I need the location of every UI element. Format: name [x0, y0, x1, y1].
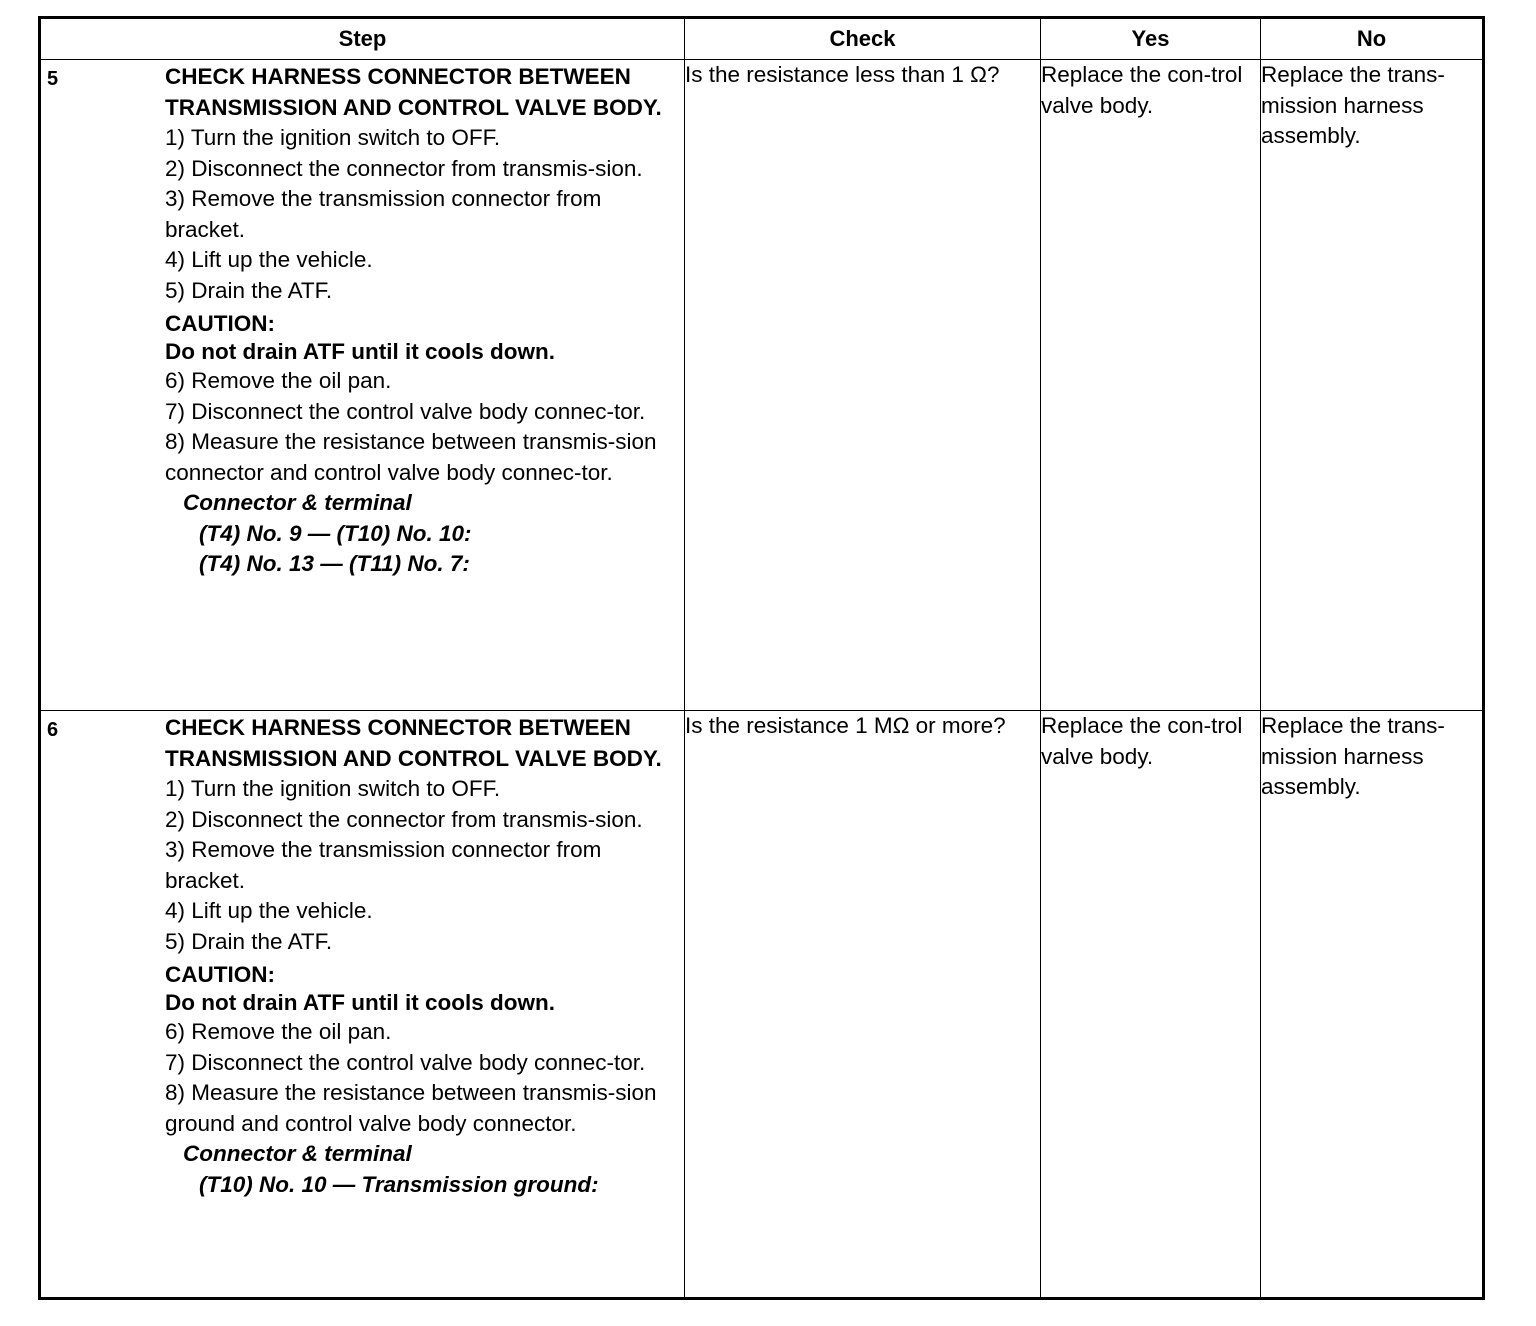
procedure-step: 2) Disconnect the connector from transmis-sion.: [165, 155, 643, 181]
check-cell: Is the resistance less than 1 Ω?: [685, 60, 1041, 711]
yes-cell: Replace the con-trol valve body.: [1041, 711, 1261, 1299]
check-cell: Is the resistance 1 MΩ or more?: [685, 711, 1041, 1299]
procedure-step: 4) Lift up the vehicle.: [165, 247, 373, 272]
procedure-step: 6) Remove the oil pan.: [165, 1019, 392, 1044]
procedure-step: 5) Drain the ATF.: [165, 277, 333, 303]
header-no: No: [1261, 18, 1484, 60]
procedure-step: 7) Disconnect the control valve body connec-tor.: [165, 1049, 646, 1075]
terminal-line: (T10) No. 10 — Transmission ground:: [199, 1171, 599, 1197]
procedure-step: 6) Remove the oil pan.: [165, 368, 392, 393]
yes-cell: Replace the con-trol valve body.: [1041, 60, 1261, 711]
procedure-step: 3) Remove the transmission connector from bracket.: [165, 837, 602, 893]
caution-label: CAUTION:: [165, 311, 275, 336]
terminal-line: (T4) No. 13 — (T11) No. 7:: [199, 551, 470, 576]
procedure-step: 1) Turn the ignition switch to OFF.: [165, 776, 501, 801]
step-number: 6: [47, 719, 59, 741]
procedure-step: 4) Lift up the vehicle.: [165, 898, 373, 923]
procedure-step: 8) Measure the resistance between transmis-sion connector and control valve body connec-tor.: [165, 429, 657, 485]
header-yes: Yes: [1041, 18, 1261, 60]
table-row: [40, 60, 1484, 711]
terminal-heading: Connector & terminal: [183, 490, 412, 515]
procedure-step: 8) Measure the resistance between transmis-sion ground and control valve body connector.: [165, 1080, 657, 1136]
procedure-step: 3) Remove the transmission connector from bracket.: [165, 186, 602, 242]
no-cell: Replace the trans-mission harness assembly.: [1261, 711, 1484, 1299]
step-body: [159, 60, 684, 584]
step-cell: [40, 60, 685, 711]
step-title: CHECK HARNESS CONNECTOR BETWEEN TRANSMISSION AND CONTROL VALVE BODY.: [165, 715, 662, 771]
header-step: Step: [40, 18, 685, 60]
caution-text: Do not drain ATF until it cools down.: [165, 990, 555, 1015]
no-cell: Replace the trans-mission harness assembly.: [1261, 60, 1484, 711]
procedure-step: 1) Turn the ignition switch to OFF.: [165, 125, 501, 150]
diagnostic-table: [38, 16, 1485, 1300]
step-number: 5: [47, 68, 59, 90]
step-body: [159, 711, 684, 1204]
step-title: CHECK HARNESS CONNECTOR BETWEEN TRANSMISSION AND CONTROL VALVE BODY.: [165, 64, 662, 120]
caution-text: Do not drain ATF until it cools down.: [165, 339, 555, 364]
terminal-line: (T4) No. 9 — (T10) No. 10:: [199, 520, 472, 546]
procedure-step: 7) Disconnect the control valve body connec-tor.: [165, 398, 646, 424]
table-row: [40, 711, 1484, 1299]
procedure-step: 2) Disconnect the connector from transmis-sion.: [165, 806, 643, 832]
caution-label: CAUTION:: [165, 962, 275, 987]
caution-block: [165, 310, 676, 366]
header-row: [40, 18, 1484, 60]
procedure-step: 5) Drain the ATF.: [165, 928, 333, 954]
step-cell: [40, 711, 685, 1299]
header-check: Check: [685, 18, 1041, 60]
terminal-heading: Connector & terminal: [183, 1141, 412, 1166]
caution-block: [165, 961, 676, 1017]
